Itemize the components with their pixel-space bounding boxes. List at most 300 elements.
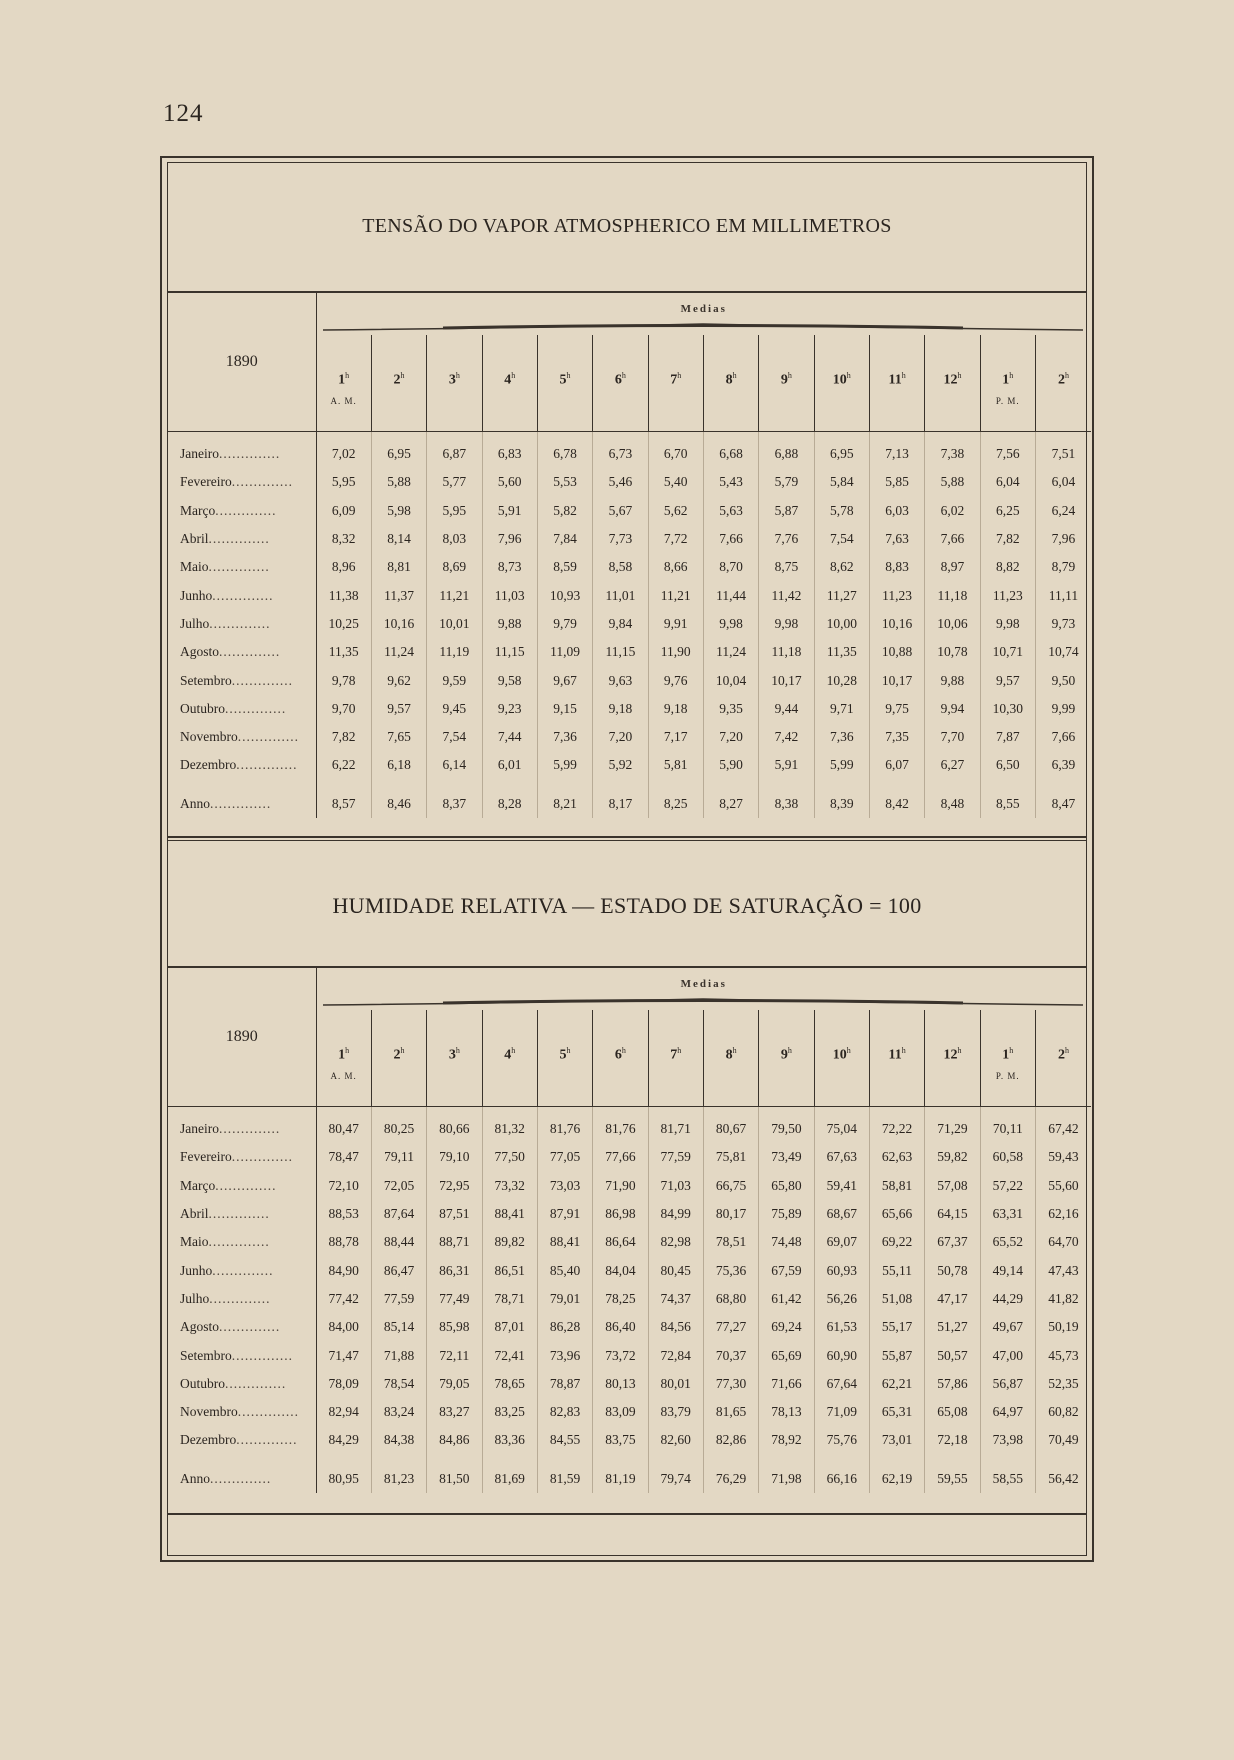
- value-cell: 5,84: [814, 468, 869, 496]
- anno-value-cell: 81,23: [371, 1465, 426, 1493]
- value-cell: 5,53: [537, 468, 592, 496]
- table-row: [168, 581, 1091, 609]
- anno-value-cell: 81,50: [427, 1465, 482, 1493]
- value-cell: 11,24: [371, 638, 426, 666]
- month-label: Julho..............: [168, 610, 316, 638]
- brace-icon: [323, 998, 1083, 1006]
- hour-sup: h: [787, 1046, 792, 1055]
- hour-sup: h: [846, 371, 851, 380]
- value-cell: 82,86: [703, 1426, 758, 1454]
- value-cell: 5,46: [593, 468, 648, 496]
- month-label: Abril..............: [168, 1200, 316, 1228]
- hour-sup: h: [455, 371, 460, 380]
- table-row: [168, 525, 1091, 553]
- value-cell: 88,71: [427, 1228, 482, 1256]
- anno-value-cell: 81,19: [593, 1465, 648, 1493]
- value-cell: 87,64: [371, 1200, 426, 1228]
- value-cell: 11,18: [759, 638, 814, 666]
- table-row: [168, 1313, 1091, 1341]
- value-cell: 5,98: [371, 497, 426, 525]
- value-cell: 9,73: [1035, 610, 1091, 638]
- tables-frame: [160, 156, 1094, 1562]
- anno-value-cell: 8,21: [537, 790, 592, 818]
- value-cell: 8,79: [1035, 553, 1091, 581]
- value-cell: 6,04: [980, 468, 1035, 496]
- value-cell: 83,36: [482, 1426, 537, 1454]
- value-cell: 83,24: [371, 1398, 426, 1426]
- value-cell: 11,15: [593, 638, 648, 666]
- value-cell: 50,19: [1035, 1313, 1091, 1341]
- value-cell: 79,11: [371, 1143, 426, 1171]
- am-label: A. M.: [330, 396, 357, 406]
- hour-header: [316, 335, 371, 432]
- anno-value-cell: 62,19: [869, 1465, 924, 1493]
- value-cell: 77,50: [482, 1143, 537, 1171]
- value-cell: 6,01: [482, 751, 537, 779]
- value-cell: 7,66: [703, 525, 758, 553]
- value-cell: 71,09: [814, 1398, 869, 1426]
- value-cell: 7,66: [1035, 723, 1091, 751]
- value-cell: 11,19: [427, 638, 482, 666]
- anno-value-cell: 8,17: [593, 790, 648, 818]
- hour-number: 7: [670, 372, 678, 388]
- value-cell: 65,69: [759, 1341, 814, 1369]
- value-cell: 84,00: [316, 1313, 371, 1341]
- table-row: [168, 1228, 1091, 1256]
- hour-number: 4: [504, 372, 512, 388]
- value-cell: 11,35: [316, 638, 371, 666]
- value-cell: 75,89: [759, 1200, 814, 1228]
- value-cell: 81,65: [703, 1398, 758, 1426]
- value-cell: 55,87: [869, 1341, 924, 1369]
- value-cell: 5,79: [759, 468, 814, 496]
- value-cell: 7,54: [814, 525, 869, 553]
- hour-sup: h: [345, 1046, 350, 1055]
- value-cell: 7,70: [925, 723, 980, 751]
- value-cell: 6,68: [703, 440, 758, 468]
- table-row: [168, 1115, 1091, 1143]
- hour-number: 5: [559, 1047, 567, 1063]
- value-cell: 80,66: [427, 1115, 482, 1143]
- value-cell: 85,98: [427, 1313, 482, 1341]
- value-cell: 72,84: [648, 1341, 703, 1369]
- value-cell: 9,94: [925, 695, 980, 723]
- value-cell: 9,50: [1035, 666, 1091, 694]
- value-cell: 10,06: [925, 610, 980, 638]
- table-row: [168, 1370, 1091, 1398]
- value-cell: 6,78: [537, 440, 592, 468]
- value-cell: 10,25: [316, 610, 371, 638]
- value-cell: 9,15: [537, 695, 592, 723]
- value-cell: 11,09: [537, 638, 592, 666]
- value-cell: 9,18: [593, 695, 648, 723]
- value-cell: 8,82: [980, 553, 1035, 581]
- hour-number: 9: [780, 1047, 788, 1063]
- value-cell: 10,16: [371, 610, 426, 638]
- month-label: Novembro..............: [168, 723, 316, 751]
- hour-sup: h: [787, 371, 792, 380]
- hour-number: 7: [670, 1047, 678, 1063]
- value-cell: 85,40: [537, 1256, 592, 1284]
- anno-value-cell: 80,95: [316, 1465, 371, 1493]
- value-cell: 75,81: [703, 1143, 758, 1171]
- medias-header: [316, 968, 1091, 1010]
- am-label: A. M.: [330, 1071, 357, 1081]
- value-cell: 8,70: [703, 553, 758, 581]
- value-cell: 11,01: [593, 581, 648, 609]
- value-cell: 89,82: [482, 1228, 537, 1256]
- table-row: [168, 468, 1091, 496]
- value-cell: 6,09: [316, 497, 371, 525]
- hour-sup: h: [400, 1046, 405, 1055]
- value-cell: 5,99: [537, 751, 592, 779]
- value-cell: 86,98: [593, 1200, 648, 1228]
- medias-label: Medias: [680, 303, 727, 315]
- value-cell: 11,03: [482, 581, 537, 609]
- value-cell: 60,82: [1035, 1398, 1091, 1426]
- anno-value-cell: 71,98: [759, 1465, 814, 1493]
- value-cell: 6,04: [1035, 468, 1091, 496]
- value-cell: 73,03: [537, 1172, 592, 1200]
- hour-sup: h: [957, 371, 962, 380]
- value-cell: 51,08: [869, 1285, 924, 1313]
- value-cell: 86,51: [482, 1256, 537, 1284]
- value-cell: 84,99: [648, 1200, 703, 1228]
- value-cell: 72,22: [869, 1115, 924, 1143]
- value-cell: 73,98: [980, 1426, 1035, 1454]
- value-cell: 8,03: [427, 525, 482, 553]
- hour-sup: h: [566, 1046, 571, 1055]
- value-cell: 8,14: [371, 525, 426, 553]
- month-label: Novembro..............: [168, 1398, 316, 1426]
- table1-bottom-rule-thin: [168, 840, 1086, 841]
- medias-header: [316, 293, 1091, 335]
- value-cell: 8,83: [869, 553, 924, 581]
- hour-header: [1035, 1010, 1091, 1107]
- value-cell: 69,22: [869, 1228, 924, 1256]
- value-cell: 80,17: [703, 1200, 758, 1228]
- value-cell: 7,65: [371, 723, 426, 751]
- value-cell: 84,55: [537, 1426, 592, 1454]
- hour-sup: h: [455, 1046, 460, 1055]
- value-cell: 5,87: [759, 497, 814, 525]
- value-cell: 5,77: [427, 468, 482, 496]
- value-cell: 5,81: [648, 751, 703, 779]
- value-cell: 44,29: [980, 1285, 1035, 1313]
- month-label: Janeiro..............: [168, 1115, 316, 1143]
- brace-icon: [323, 323, 1083, 331]
- value-cell: 10,17: [759, 666, 814, 694]
- table2-bottom-rule: [168, 1513, 1086, 1515]
- value-cell: 51,27: [925, 1313, 980, 1341]
- value-cell: 6,70: [648, 440, 703, 468]
- anno-row: [168, 1465, 1091, 1493]
- month-label: Julho..............: [168, 1285, 316, 1313]
- value-cell: 78,25: [593, 1285, 648, 1313]
- value-cell: 5,95: [427, 497, 482, 525]
- relative-humidity-table: [168, 968, 1091, 1493]
- table-row: [168, 1143, 1091, 1171]
- value-cell: 9,57: [980, 666, 1035, 694]
- anno-value-cell: 8,48: [925, 790, 980, 818]
- value-cell: 72,95: [427, 1172, 482, 1200]
- value-cell: 8,75: [759, 553, 814, 581]
- hour-number: 1: [338, 372, 346, 388]
- value-cell: 7,36: [814, 723, 869, 751]
- value-cell: 83,75: [593, 1426, 648, 1454]
- value-cell: 57,86: [925, 1370, 980, 1398]
- value-cell: 88,44: [371, 1228, 426, 1256]
- value-cell: 5,67: [593, 497, 648, 525]
- value-cell: 79,05: [427, 1370, 482, 1398]
- value-cell: 11,23: [869, 581, 924, 609]
- hour-sup: h: [901, 371, 906, 380]
- value-cell: 86,31: [427, 1256, 482, 1284]
- hour-number: 4: [504, 1047, 512, 1063]
- anno-value-cell: 8,28: [482, 790, 537, 818]
- value-cell: 59,41: [814, 1172, 869, 1200]
- value-cell: 8,62: [814, 553, 869, 581]
- value-cell: 6,25: [980, 497, 1035, 525]
- hour-number: 1: [1002, 372, 1010, 388]
- hour-header: [703, 1010, 758, 1107]
- hour-header: [593, 1010, 648, 1107]
- value-cell: 72,11: [427, 1341, 482, 1369]
- value-cell: 8,96: [316, 553, 371, 581]
- hour-header: [869, 335, 924, 432]
- month-label: Setembro..............: [168, 1341, 316, 1369]
- value-cell: 5,88: [925, 468, 980, 496]
- value-cell: 9,59: [427, 666, 482, 694]
- value-cell: 60,90: [814, 1341, 869, 1369]
- value-cell: 70,37: [703, 1341, 758, 1369]
- hour-header: [759, 1010, 814, 1107]
- hour-header: [371, 335, 426, 432]
- month-label: Junho..............: [168, 1256, 316, 1284]
- hour-header: [814, 1010, 869, 1107]
- value-cell: 78,71: [482, 1285, 537, 1313]
- value-cell: 83,79: [648, 1398, 703, 1426]
- hour-number: 8: [725, 1047, 733, 1063]
- value-cell: 64,15: [925, 1200, 980, 1228]
- value-cell: 67,63: [814, 1143, 869, 1171]
- value-cell: 11,27: [814, 581, 869, 609]
- hour-sup: h: [732, 1046, 737, 1055]
- month-label: Março..............: [168, 1172, 316, 1200]
- table-row: [168, 723, 1091, 751]
- value-cell: 8,97: [925, 553, 980, 581]
- value-cell: 5,62: [648, 497, 703, 525]
- value-cell: 80,01: [648, 1370, 703, 1398]
- anno-value-cell: 8,27: [703, 790, 758, 818]
- hour-sup: h: [957, 1046, 962, 1055]
- value-cell: 7,44: [482, 723, 537, 751]
- table-row: [168, 1200, 1091, 1228]
- table1-title: TENSÃO DO VAPOR ATMOSPHERICO EM MILLIMETROS: [362, 215, 892, 237]
- value-cell: 11,37: [371, 581, 426, 609]
- value-cell: 9,44: [759, 695, 814, 723]
- value-cell: 84,86: [427, 1426, 482, 1454]
- value-cell: 69,24: [759, 1313, 814, 1341]
- value-cell: 55,60: [1035, 1172, 1091, 1200]
- value-cell: 88,41: [537, 1228, 592, 1256]
- month-label: Maio..............: [168, 1228, 316, 1256]
- value-cell: 7,20: [593, 723, 648, 751]
- hour-header: [925, 1010, 980, 1107]
- hour-number: 9: [780, 372, 788, 388]
- value-cell: 10,16: [869, 610, 924, 638]
- value-cell: 67,64: [814, 1370, 869, 1398]
- value-cell: 7,02: [316, 440, 371, 468]
- value-cell: 47,43: [1035, 1256, 1091, 1284]
- hour-sup: h: [511, 1046, 516, 1055]
- value-cell: 78,54: [371, 1370, 426, 1398]
- value-cell: 10,88: [869, 638, 924, 666]
- value-cell: 56,87: [980, 1370, 1035, 1398]
- value-cell: 5,95: [316, 468, 371, 496]
- value-cell: 84,38: [371, 1426, 426, 1454]
- value-cell: 78,47: [316, 1143, 371, 1171]
- hour-number: 3: [448, 372, 456, 388]
- value-cell: 65,52: [980, 1228, 1035, 1256]
- table-row: [168, 695, 1091, 723]
- value-cell: 83,09: [593, 1398, 648, 1426]
- value-cell: 74,37: [648, 1285, 703, 1313]
- anno-value-cell: 8,38: [759, 790, 814, 818]
- value-cell: 87,01: [482, 1313, 537, 1341]
- table-row: [168, 497, 1091, 525]
- value-cell: 6,22: [316, 751, 371, 779]
- value-cell: 49,67: [980, 1313, 1035, 1341]
- value-cell: 72,05: [371, 1172, 426, 1200]
- value-cell: 10,28: [814, 666, 869, 694]
- value-cell: 11,90: [648, 638, 703, 666]
- value-cell: 78,92: [759, 1426, 814, 1454]
- table-row: [168, 1398, 1091, 1426]
- table1-bottom-rule: [168, 836, 1086, 838]
- value-cell: 75,76: [814, 1426, 869, 1454]
- value-cell: 7,17: [648, 723, 703, 751]
- value-cell: 77,59: [371, 1285, 426, 1313]
- value-cell: 65,80: [759, 1172, 814, 1200]
- hour-number: 2: [393, 372, 401, 388]
- value-cell: 85,14: [371, 1313, 426, 1341]
- value-cell: 77,27: [703, 1313, 758, 1341]
- value-cell: 8,69: [427, 553, 482, 581]
- value-cell: 7,84: [537, 525, 592, 553]
- value-cell: 9,23: [482, 695, 537, 723]
- value-cell: 79,01: [537, 1285, 592, 1313]
- value-cell: 84,56: [648, 1313, 703, 1341]
- value-cell: 9,62: [371, 666, 426, 694]
- value-cell: 9,18: [648, 695, 703, 723]
- value-cell: 71,29: [925, 1115, 980, 1143]
- pm-label: P. M.: [995, 1071, 1020, 1081]
- year-header: 1890: [168, 293, 316, 432]
- value-cell: 5,60: [482, 468, 537, 496]
- hour-number: 6: [614, 1047, 622, 1063]
- value-cell: 10,04: [703, 666, 758, 694]
- value-cell: 7,72: [648, 525, 703, 553]
- hour-header: [648, 1010, 703, 1107]
- value-cell: 9,88: [482, 610, 537, 638]
- pm-label: P. M.: [995, 396, 1020, 406]
- value-cell: 10,17: [869, 666, 924, 694]
- value-cell: 9,63: [593, 666, 648, 694]
- value-cell: 11,23: [980, 581, 1035, 609]
- value-cell: 5,90: [703, 751, 758, 779]
- value-cell: 71,66: [759, 1370, 814, 1398]
- anno-label: Anno..............: [168, 1465, 316, 1493]
- anno-value-cell: 8,46: [371, 790, 426, 818]
- value-cell: 6,39: [1035, 751, 1091, 779]
- value-cell: 9,67: [537, 666, 592, 694]
- month-label: Janeiro..............: [168, 440, 316, 468]
- value-cell: 64,97: [980, 1398, 1035, 1426]
- value-cell: 9,71: [814, 695, 869, 723]
- value-cell: 7,76: [759, 525, 814, 553]
- value-cell: 72,10: [316, 1172, 371, 1200]
- value-cell: 5,63: [703, 497, 758, 525]
- value-cell: 75,04: [814, 1115, 869, 1143]
- month-label: Setembro..............: [168, 666, 316, 694]
- hour-header: [427, 335, 482, 432]
- vapor-tension-table: [168, 293, 1091, 818]
- value-cell: 11,24: [703, 638, 758, 666]
- hour-number: 11: [888, 372, 902, 388]
- value-cell: 8,59: [537, 553, 592, 581]
- value-cell: 65,08: [925, 1398, 980, 1426]
- month-label: Outubro..............: [168, 1370, 316, 1398]
- value-cell: 79,50: [759, 1115, 814, 1143]
- value-cell: 7,87: [980, 723, 1035, 751]
- value-cell: 73,32: [482, 1172, 537, 1200]
- hour-header: [980, 1010, 1035, 1107]
- value-cell: 84,04: [593, 1256, 648, 1284]
- value-cell: 6,14: [427, 751, 482, 779]
- hour-number: 2: [1057, 372, 1065, 388]
- value-cell: 7,36: [537, 723, 592, 751]
- value-cell: 77,59: [648, 1143, 703, 1171]
- value-cell: 77,66: [593, 1143, 648, 1171]
- value-cell: 83,27: [427, 1398, 482, 1426]
- value-cell: 6,95: [814, 440, 869, 468]
- value-cell: 86,64: [593, 1228, 648, 1256]
- value-cell: 66,75: [703, 1172, 758, 1200]
- table-row: [168, 638, 1091, 666]
- hour-sup: h: [1009, 371, 1014, 380]
- value-cell: 86,28: [537, 1313, 592, 1341]
- value-cell: 75,36: [703, 1256, 758, 1284]
- value-cell: 50,57: [925, 1341, 980, 1369]
- table-row: [168, 666, 1091, 694]
- value-cell: 5,91: [759, 751, 814, 779]
- table-row: [168, 1426, 1091, 1454]
- value-cell: 9,57: [371, 695, 426, 723]
- hour-number: 11: [888, 1047, 902, 1063]
- value-cell: 9,76: [648, 666, 703, 694]
- month-label: Fevereiro..............: [168, 468, 316, 496]
- value-cell: 79,10: [427, 1143, 482, 1171]
- hour-sup: h: [511, 371, 516, 380]
- value-cell: 9,99: [1035, 695, 1091, 723]
- value-cell: 88,53: [316, 1200, 371, 1228]
- hour-header: [371, 1010, 426, 1107]
- value-cell: 7,63: [869, 525, 924, 553]
- value-cell: 9,91: [648, 610, 703, 638]
- table2-title: HUMIDADE RELATIVA — ESTADO DE SATURAÇÃO = 100: [332, 893, 922, 918]
- anno-value-cell: 81,59: [537, 1465, 592, 1493]
